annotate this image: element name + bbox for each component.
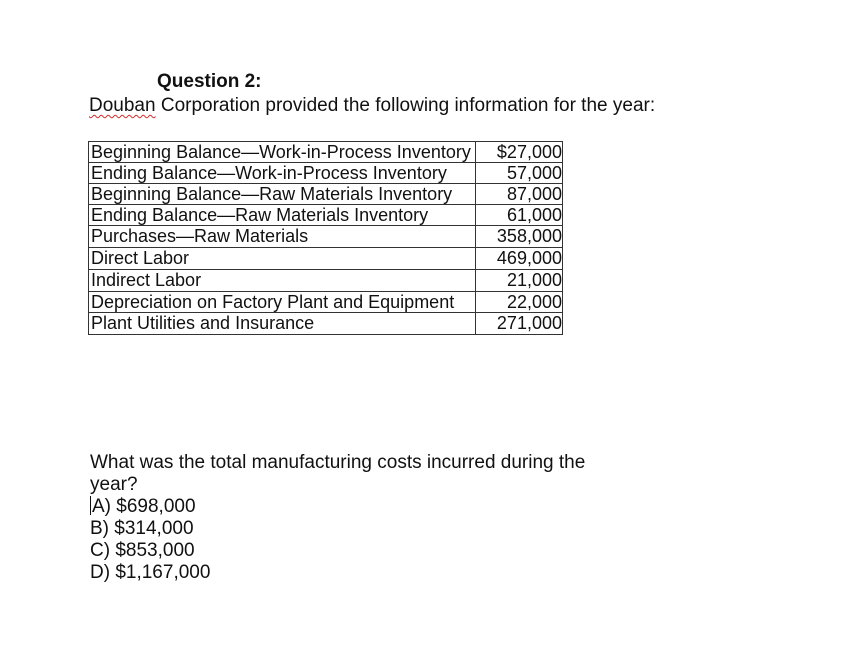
table-row [89,163,563,184]
row-label: Indirect Labor [89,270,476,292]
answer-option-d[interactable]: D) $1,167,000 [90,562,211,583]
row-amount: 87,000 [476,184,563,205]
row-label: Plant Utilities and Insurance [89,313,476,335]
table-row [89,313,563,335]
row-label: Beginning Balance—Raw Materials Inventory [89,184,476,205]
row-label: Ending Balance—Raw Materials Inventory [89,205,476,226]
intro-sentence [89,95,655,117]
text-cursor [90,496,91,515]
row-label: Ending Balance—Work-in-Process Inventory [89,163,476,184]
answer-option-b[interactable]: B) $314,000 [90,518,194,539]
row-amount: 61,000 [476,205,563,226]
row-amount: 358,000 [476,226,563,248]
row-label: Direct Labor [89,248,476,270]
table-row [89,270,563,292]
question-heading: Question 2: [157,71,262,92]
question-text: What was the total manufacturing costs incurred during the year? [90,452,586,495]
row-amount: 469,000 [476,248,563,270]
row-amount: 57,000 [476,163,563,184]
table-row [89,142,563,163]
company-name: Douban [89,95,156,116]
row-amount: 271,000 [476,313,563,335]
answer-option-label: A) $698,000 [92,496,196,517]
table-row [89,292,563,313]
row-label: Depreciation on Factory Plant and Equipment [89,292,476,313]
answer-option-a[interactable] [90,496,590,518]
row-amount: 22,000 [476,292,563,313]
row-label: Purchases—Raw Materials [89,226,476,248]
row-label: Beginning Balance—Work-in-Process Inventory [89,142,476,163]
answer-option-c[interactable]: C) $853,000 [90,540,195,561]
intro-text: Corporation provided the following information for the year: [155,95,656,116]
cost-data-table [88,141,563,335]
table-row [89,184,563,205]
table-row [89,226,563,248]
table-row [89,205,563,226]
row-amount: 21,000 [476,270,563,292]
table-row [89,248,563,270]
question-block [90,452,590,584]
row-amount: $27,000 [476,142,563,163]
